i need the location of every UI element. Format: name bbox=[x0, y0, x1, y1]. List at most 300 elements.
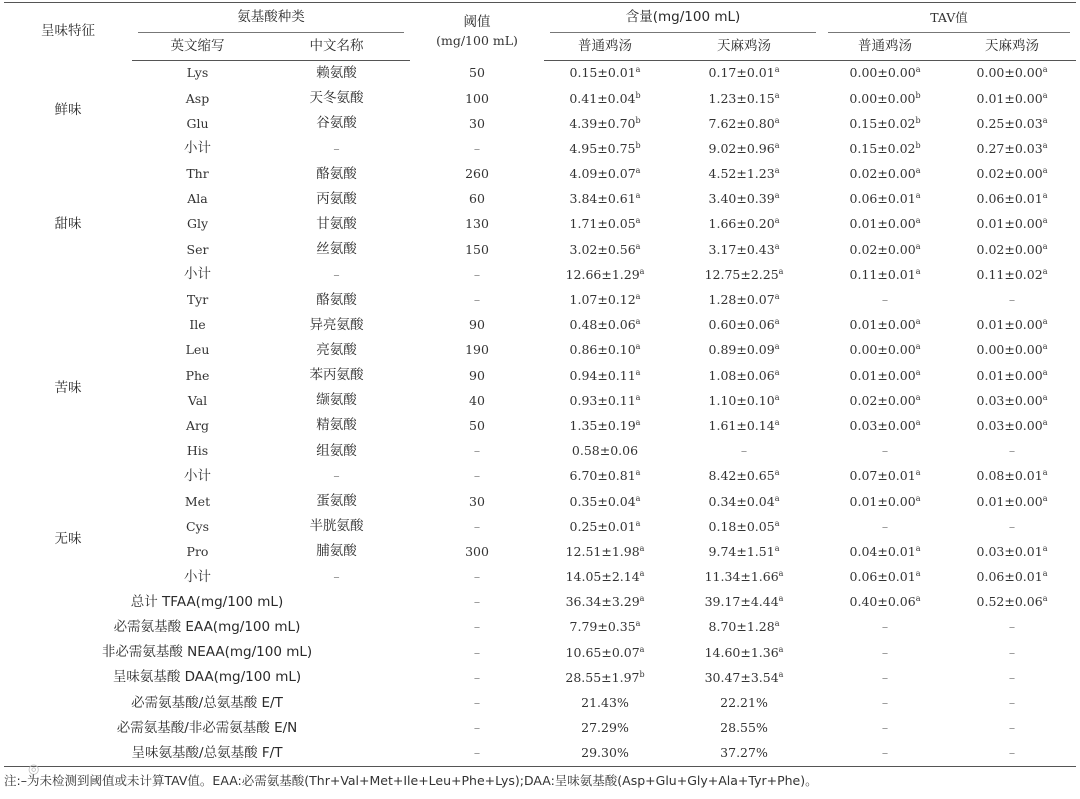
content-soup1-cell bbox=[544, 540, 666, 565]
header-content-group: 含量(mg/100 mL) bbox=[544, 3, 822, 34]
content-soup1-cell bbox=[544, 716, 666, 741]
content-soup1-cell bbox=[544, 691, 666, 716]
tav-soup2-cell bbox=[948, 640, 1076, 665]
header-cn-name: 中文名称 bbox=[263, 33, 410, 61]
content-soup1-cell-significance: b bbox=[639, 669, 645, 679]
content-soup2-cell-significance: a bbox=[774, 367, 780, 377]
content-soup1-cell-significance: a bbox=[639, 568, 645, 578]
abbr-cell: Cys bbox=[185, 518, 210, 534]
tav-soup2-cell bbox=[948, 464, 1076, 489]
cn-name-cell: 酪氨酸 bbox=[316, 165, 357, 182]
threshold-cell: 90 bbox=[469, 367, 485, 383]
tav-soup2-cell bbox=[948, 263, 1076, 288]
table-row bbox=[4, 565, 1076, 590]
content-soup2-cell bbox=[666, 338, 822, 363]
threshold-cell: – bbox=[473, 669, 481, 685]
content-soup2-cell-significance: a bbox=[774, 543, 780, 553]
tav-soup2-cell-value: – bbox=[1008, 443, 1016, 459]
content-soup2-cell bbox=[666, 439, 822, 464]
threshold-cell: – bbox=[473, 720, 481, 736]
tav-soup2-cell-significance: a bbox=[1042, 342, 1048, 352]
tav-soup1-cell-value: – bbox=[881, 292, 889, 308]
tav-soup2-cell-significance: a bbox=[1042, 115, 1048, 125]
cn-name-cell: 天冬氨酸 bbox=[309, 90, 364, 107]
tav-soup2-cell-value: 0.01±0.00 bbox=[976, 317, 1043, 333]
threshold-cell: 190 bbox=[465, 342, 489, 358]
tav-soup1-cell-value: 0.00±0.00 bbox=[849, 90, 916, 106]
tav-soup2-cell bbox=[948, 439, 1076, 464]
table-row bbox=[4, 414, 1076, 439]
tav-soup1-cell-significance: a bbox=[915, 392, 921, 402]
content-soup2-cell-value: 9.02±0.96 bbox=[708, 140, 775, 156]
tav-soup2-cell bbox=[948, 162, 1076, 187]
content-soup1-cell bbox=[544, 741, 666, 767]
tav-soup1-cell-significance: b bbox=[915, 90, 921, 100]
tav-soup1-cell bbox=[822, 439, 948, 464]
tav-soup1-cell bbox=[822, 716, 948, 741]
threshold-cell: – bbox=[473, 619, 481, 635]
tav-soup1-cell bbox=[822, 691, 948, 716]
content-soup1-cell-value: 1.07±0.12 bbox=[569, 292, 636, 308]
content-soup2-cell-significance: a bbox=[774, 518, 780, 528]
tav-soup1-cell bbox=[822, 363, 948, 388]
total-row bbox=[4, 741, 1076, 767]
tav-soup2-cell-value: 0.08±0.01 bbox=[976, 468, 1043, 484]
content-soup2-cell-value: 3.40±0.39 bbox=[708, 191, 775, 207]
content-soup2-cell-value: 1.61±0.14 bbox=[708, 417, 775, 433]
tav-soup2-cell-significance: a bbox=[1042, 90, 1048, 100]
content-soup2-cell-value: 8.42±0.65 bbox=[708, 468, 775, 484]
tav-soup2-cell-significance: a bbox=[1042, 392, 1048, 402]
tav-soup1-cell-significance: a bbox=[915, 241, 921, 251]
tav-soup2-cell-significance: a bbox=[1042, 241, 1048, 251]
content-soup2-cell bbox=[666, 313, 822, 338]
threshold-cell: – bbox=[473, 569, 481, 585]
content-soup1-cell bbox=[544, 489, 666, 514]
content-soup2-cell-significance: a bbox=[774, 115, 780, 125]
tav-soup1-cell-value: 0.01±0.00 bbox=[849, 317, 916, 333]
content-soup2-cell-value: 1.28±0.07 bbox=[708, 292, 775, 308]
tav-soup1-cell bbox=[822, 111, 948, 136]
content-soup2-cell-value: 39.17±4.44 bbox=[704, 594, 779, 610]
content-soup2-cell-value: 11.34±1.66 bbox=[704, 569, 779, 585]
tav-soup1-cell bbox=[822, 741, 948, 767]
content-soup2-cell-significance: a bbox=[774, 493, 780, 503]
content-soup1-cell-significance: a bbox=[635, 619, 641, 629]
table-row bbox=[4, 540, 1076, 565]
total-row bbox=[4, 716, 1076, 741]
content-soup1-cell-significance: a bbox=[635, 165, 641, 175]
content-soup2-cell-significance: a bbox=[778, 568, 784, 578]
content-soup1-cell-significance: a bbox=[635, 468, 641, 478]
content-soup1-cell bbox=[544, 590, 666, 615]
table-row bbox=[4, 61, 1076, 87]
content-soup2-cell-value: 1.10±0.10 bbox=[708, 392, 775, 408]
table-row bbox=[4, 464, 1076, 489]
tav-soup1-cell-value: 0.01±0.00 bbox=[849, 216, 916, 232]
tav-soup1-cell-significance: a bbox=[915, 65, 921, 75]
threshold-cell: – bbox=[473, 518, 481, 534]
abbr-cell: Pro bbox=[186, 543, 209, 559]
total-label: 总计 TFAA(mg/100 mL) bbox=[130, 593, 284, 610]
total-label: 非必需氨基酸 NEAA(mg/100 mL) bbox=[101, 644, 313, 661]
tav-soup1-cell bbox=[822, 86, 948, 111]
content-soup1-cell-value: 7.79±0.35 bbox=[569, 619, 636, 635]
abbr-cell: Tyr bbox=[186, 292, 209, 308]
tav-soup2-cell bbox=[948, 666, 1076, 691]
subtotal-label: 小计 bbox=[184, 266, 211, 283]
content-soup1-cell-value: 0.93±0.11 bbox=[569, 392, 636, 408]
total-label: 必需氨基酸 EAA(mg/100 mL) bbox=[113, 618, 301, 635]
content-soup1-cell bbox=[544, 137, 666, 162]
content-soup1-cell-significance: a bbox=[635, 493, 641, 503]
tav-soup2-cell bbox=[948, 86, 1076, 111]
cn-name-cell: – bbox=[333, 569, 340, 585]
content-soup1-cell-value: 0.41±0.04 bbox=[569, 90, 636, 106]
content-soup1-cell-value: 3.02±0.56 bbox=[569, 241, 636, 257]
content-soup1-cell-value: 27.29% bbox=[581, 720, 629, 736]
content-soup2-cell-value: 3.17±0.43 bbox=[708, 241, 775, 257]
table-row bbox=[4, 514, 1076, 539]
tav-soup1-cell-value: 0.15±0.02 bbox=[849, 140, 916, 156]
subtotal-label: 小计 bbox=[184, 140, 211, 157]
cn-name-cell: 精氨酸 bbox=[316, 417, 357, 434]
threshold-cell: 40 bbox=[469, 392, 485, 408]
table-row bbox=[4, 263, 1076, 288]
table-row bbox=[4, 86, 1076, 111]
content-soup2-cell-significance: a bbox=[774, 317, 780, 327]
table-row bbox=[4, 439, 1076, 464]
cn-name-cell: 脯氨酸 bbox=[316, 543, 357, 560]
cn-name-cell: – bbox=[333, 468, 340, 484]
tav-soup1-cell-value: 0.06±0.01 bbox=[849, 191, 916, 207]
content-soup1-cell bbox=[544, 640, 666, 665]
content-soup2-cell bbox=[666, 615, 822, 640]
abbr-cell: Leu bbox=[185, 342, 210, 358]
content-soup2-cell-value: 22.21% bbox=[720, 695, 768, 711]
content-soup1-cell-value: 4.39±0.70 bbox=[569, 115, 636, 131]
taste-cell: 甜味 bbox=[54, 215, 82, 232]
table-row bbox=[4, 313, 1076, 338]
content-soup2-cell bbox=[666, 590, 822, 615]
tav-soup1-cell-value: 0.01±0.00 bbox=[849, 367, 916, 383]
threshold-cell: – bbox=[473, 468, 481, 484]
content-soup1-cell-value: 1.71±0.05 bbox=[569, 216, 636, 232]
total-label: 必需氨基酸/总氨基酸 E/T bbox=[131, 694, 283, 711]
content-soup1-cell-significance: b bbox=[635, 140, 641, 150]
tav-soup1-cell-significance: a bbox=[915, 367, 921, 377]
tav-soup2-cell-value: 0.06±0.01 bbox=[976, 569, 1043, 585]
threshold-cell: – bbox=[410, 741, 544, 767]
tav-soup1-cell-value: – bbox=[881, 720, 889, 736]
content-soup1-cell-significance: b bbox=[635, 90, 641, 100]
content-soup2-cell bbox=[666, 388, 822, 413]
tav-soup2-cell bbox=[948, 237, 1076, 262]
content-soup2-cell-significance: a bbox=[774, 241, 780, 251]
taste-cell: 鲜味 bbox=[54, 102, 82, 119]
amino-acid-table-container bbox=[4, 2, 1076, 767]
total-row bbox=[4, 691, 1076, 716]
content-soup1-cell bbox=[544, 666, 666, 691]
tav-soup2-cell-value: 0.00±0.00 bbox=[976, 342, 1043, 358]
tav-soup1-cell bbox=[822, 666, 948, 691]
content-soup2-cell bbox=[666, 640, 822, 665]
content-soup2-cell-significance: a bbox=[774, 291, 780, 301]
content-soup2-cell-value: 1.66±0.20 bbox=[708, 216, 775, 232]
abbr-cell: Ala bbox=[187, 191, 208, 207]
content-soup1-cell bbox=[544, 439, 666, 464]
abbr-cell: Val bbox=[187, 392, 208, 408]
content-soup2-cell bbox=[666, 86, 822, 111]
tav-soup1-cell-significance: a bbox=[915, 342, 921, 352]
tav-soup2-cell-significance: a bbox=[1042, 216, 1048, 226]
table-header bbox=[4, 3, 1076, 61]
content-soup1-cell bbox=[544, 263, 666, 288]
content-soup2-cell bbox=[666, 137, 822, 162]
tav-soup1-cell bbox=[822, 263, 948, 288]
tav-soup2-cell bbox=[948, 414, 1076, 439]
content-soup2-cell bbox=[666, 288, 822, 313]
content-soup2-cell-value: 0.34±0.04 bbox=[708, 493, 775, 509]
content-soup2-cell-value: 8.70±1.28 bbox=[708, 619, 775, 635]
header-content-soup1: 普通鸡汤 bbox=[544, 33, 666, 61]
content-soup1-cell bbox=[544, 464, 666, 489]
table-row bbox=[4, 162, 1076, 187]
tav-soup2-cell bbox=[948, 61, 1076, 87]
content-soup1-cell-value: 0.86±0.10 bbox=[569, 342, 636, 358]
content-soup2-cell-value: 4.52±1.23 bbox=[708, 166, 775, 182]
tav-soup2-cell bbox=[948, 590, 1076, 615]
header-threshold bbox=[410, 3, 544, 61]
content-soup1-cell-value: 0.25±0.01 bbox=[569, 518, 636, 534]
content-soup1-cell bbox=[544, 565, 666, 590]
tav-soup1-cell-significance: a bbox=[915, 266, 921, 276]
content-soup2-cell-value: 12.75±2.25 bbox=[704, 266, 779, 282]
content-soup1-cell-value: 28.55±1.97 bbox=[565, 669, 640, 685]
tav-soup1-cell-value: 0.01±0.00 bbox=[849, 493, 916, 509]
cn-name-cell: 缬氨酸 bbox=[316, 392, 357, 409]
content-soup1-cell-significance: a bbox=[639, 644, 645, 654]
content-soup2-cell bbox=[666, 514, 822, 539]
table-row bbox=[4, 388, 1076, 413]
tav-soup1-cell-value: 0.02±0.00 bbox=[849, 166, 916, 182]
threshold-cell: 50 bbox=[469, 417, 485, 433]
subtotal-label: 小计 bbox=[184, 467, 211, 484]
content-soup2-cell bbox=[666, 237, 822, 262]
tav-soup2-cell-significance: a bbox=[1042, 191, 1048, 201]
table-row bbox=[4, 338, 1076, 363]
tav-soup2-cell-significance: a bbox=[1042, 543, 1048, 553]
cn-name-cell: 蛋氨酸 bbox=[316, 493, 357, 510]
tav-soup1-cell-value: 0.00±0.00 bbox=[849, 342, 916, 358]
tav-soup2-cell bbox=[948, 489, 1076, 514]
content-soup2-cell bbox=[666, 540, 822, 565]
tav-soup2-cell bbox=[948, 388, 1076, 413]
tav-soup2-cell bbox=[948, 212, 1076, 237]
tav-soup1-cell-value: – bbox=[881, 644, 889, 660]
tav-soup2-cell-value: – bbox=[1008, 518, 1016, 534]
tav-soup1-cell-significance: a bbox=[915, 317, 921, 327]
taste-cell: 苦味 bbox=[54, 379, 82, 396]
content-soup1-cell-value: 29.30% bbox=[581, 745, 629, 761]
content-soup1-cell-value: 10.65±0.07 bbox=[565, 644, 640, 660]
tav-soup1-cell bbox=[822, 61, 948, 87]
threshold-cell: 50 bbox=[469, 65, 485, 81]
tav-soup1-cell-value: – bbox=[881, 695, 889, 711]
content-soup1-cell bbox=[544, 237, 666, 262]
tav-soup1-cell-significance: b bbox=[915, 115, 921, 125]
content-soup1-cell-significance: a bbox=[635, 417, 641, 427]
content-soup1-cell-value: 0.35±0.04 bbox=[569, 493, 636, 509]
content-soup2-cell bbox=[666, 691, 822, 716]
content-soup2-cell bbox=[666, 489, 822, 514]
tav-soup1-cell-value: 0.07±0.01 bbox=[849, 468, 916, 484]
cn-name-cell: 谷氨酸 bbox=[316, 115, 357, 132]
abbr-cell: Lys bbox=[186, 65, 209, 81]
content-soup2-cell-value: 30.47±3.54 bbox=[704, 669, 779, 685]
threshold-cell: 60 bbox=[469, 191, 485, 207]
content-soup1-cell-significance: a bbox=[635, 392, 641, 402]
table-row bbox=[4, 363, 1076, 388]
tav-soup2-cell-value: – bbox=[1008, 644, 1016, 660]
content-soup1-cell-significance: a bbox=[635, 342, 641, 352]
abbr-cell: Ser bbox=[186, 241, 209, 257]
content-soup2-cell-significance: a bbox=[774, 619, 780, 629]
taste-cell: 无味 bbox=[54, 530, 82, 547]
tav-soup2-cell-significance: a bbox=[1042, 65, 1048, 75]
tav-soup2-cell bbox=[948, 187, 1076, 212]
content-soup1-cell bbox=[544, 338, 666, 363]
tav-soup1-cell-significance: a bbox=[915, 468, 921, 478]
tav-soup1-cell-value: 0.02±0.00 bbox=[849, 241, 916, 257]
threshold-cell: 130 bbox=[465, 216, 489, 232]
content-soup2-cell-value: – bbox=[740, 443, 748, 459]
tav-soup2-cell bbox=[948, 540, 1076, 565]
content-soup2-cell bbox=[666, 565, 822, 590]
tav-soup2-cell bbox=[948, 716, 1076, 741]
tav-soup2-cell bbox=[948, 137, 1076, 162]
tav-soup1-cell-value: 0.11±0.01 bbox=[849, 266, 916, 282]
content-soup2-cell-value: 28.55% bbox=[720, 720, 768, 736]
table-row bbox=[4, 288, 1076, 313]
threshold-cell: – bbox=[473, 266, 481, 282]
cn-name-cell: 半胱氨酸 bbox=[309, 518, 364, 535]
content-soup2-cell-significance: a bbox=[774, 65, 780, 75]
tav-soup2-cell-value: 0.11±0.02 bbox=[976, 266, 1043, 282]
content-soup1-cell-significance: a bbox=[635, 317, 641, 327]
content-soup2-cell bbox=[666, 212, 822, 237]
tav-soup1-cell bbox=[822, 514, 948, 539]
tav-soup1-cell bbox=[822, 338, 948, 363]
table-row bbox=[4, 489, 1076, 514]
content-soup2-cell-significance: a bbox=[778, 644, 784, 654]
tav-soup1-cell-value: – bbox=[881, 443, 889, 459]
content-soup1-cell bbox=[544, 162, 666, 187]
cn-name-cell: 亮氨酸 bbox=[316, 341, 357, 358]
content-soup1-cell-significance: a bbox=[639, 594, 645, 604]
abbr-cell: Phe bbox=[185, 367, 210, 383]
tav-soup1-cell-value: – bbox=[881, 669, 889, 685]
tav-soup2-cell-significance: a bbox=[1042, 493, 1048, 503]
tav-soup1-cell bbox=[822, 590, 948, 615]
content-soup1-cell-significance: a bbox=[635, 216, 641, 226]
tav-soup2-cell-value: 0.03±0.00 bbox=[976, 392, 1043, 408]
tav-soup2-cell-value: 0.01±0.00 bbox=[976, 216, 1043, 232]
header-tav-group: TAV值 bbox=[822, 3, 1076, 34]
tav-soup1-cell-significance: a bbox=[915, 216, 921, 226]
content-soup2-cell-significance: a bbox=[778, 266, 784, 276]
cn-name-cell: 赖氨酸 bbox=[316, 64, 357, 81]
threshold-cell: 30 bbox=[469, 493, 485, 509]
header-taste: 呈味特征 bbox=[4, 3, 132, 61]
threshold-cell: 260 bbox=[465, 166, 489, 182]
content-soup1-cell-significance: a bbox=[635, 291, 641, 301]
content-soup1-cell-value: 0.58±0.06 bbox=[571, 443, 639, 459]
threshold-cell: – bbox=[473, 594, 481, 610]
content-soup1-cell bbox=[544, 187, 666, 212]
cn-name-cell: 苯丙氨酸 bbox=[309, 367, 364, 384]
tav-soup2-cell-value: – bbox=[1008, 745, 1016, 761]
threshold-cell: – bbox=[473, 292, 481, 308]
tav-soup1-cell-value: – bbox=[881, 745, 889, 761]
tav-soup2-cell-significance: a bbox=[1042, 468, 1048, 478]
total-row bbox=[4, 615, 1076, 640]
content-soup1-cell-value: 12.51±1.98 bbox=[565, 543, 640, 559]
content-soup1-cell bbox=[544, 363, 666, 388]
content-soup2-cell-significance: a bbox=[774, 90, 780, 100]
threshold-cell: – bbox=[473, 443, 481, 459]
content-soup1-cell bbox=[544, 61, 666, 87]
header-tav-soup2: 天麻鸡汤 bbox=[948, 33, 1076, 61]
cn-name-cell: – bbox=[333, 140, 340, 156]
content-soup1-cell bbox=[544, 313, 666, 338]
table-footnote: 注:–为未检测到阈值或未计算TAV值。EAA:必需氨基酸(Thr+Val+Met+Ile+Leu+Phe+Lys);DAA:呈味氨基酸(Asp+Glu+Gly+Ala+Tyr+Phe)。 bbox=[4, 773, 818, 788]
content-soup2-cell-value: 0.60±0.06 bbox=[708, 317, 775, 333]
header-content-soup2: 天麻鸡汤 bbox=[666, 33, 822, 61]
cn-name-cell: 组氨酸 bbox=[316, 442, 357, 459]
tav-soup2-cell-value: – bbox=[1008, 619, 1016, 635]
tav-soup2-cell-value: 0.01±0.00 bbox=[976, 493, 1043, 509]
tav-soup2-cell bbox=[948, 363, 1076, 388]
threshold-cell: 100 bbox=[465, 90, 489, 106]
total-label: 呈味氨基酸 DAA(mg/100 mL) bbox=[112, 669, 302, 686]
content-soup1-cell-value: 36.34±3.29 bbox=[565, 594, 640, 610]
tav-soup1-cell bbox=[822, 388, 948, 413]
tav-soup2-cell-value: 0.01±0.00 bbox=[976, 90, 1043, 106]
content-soup2-cell bbox=[666, 716, 822, 741]
tav-soup1-cell-value: 0.02±0.00 bbox=[849, 392, 916, 408]
content-soup2-cell-significance: a bbox=[778, 594, 784, 604]
tav-soup2-cell bbox=[948, 313, 1076, 338]
tav-soup1-cell bbox=[822, 212, 948, 237]
tav-soup2-cell-value: – bbox=[1008, 292, 1016, 308]
content-soup1-cell-value: 0.48±0.06 bbox=[569, 317, 636, 333]
content-soup1-cell-value: 0.15±0.01 bbox=[569, 65, 636, 81]
tav-soup1-cell-value: – bbox=[881, 518, 889, 534]
tav-soup1-cell bbox=[822, 414, 948, 439]
content-soup1-cell bbox=[544, 414, 666, 439]
tav-soup1-cell-value: 0.15±0.02 bbox=[849, 115, 916, 131]
tav-soup2-cell-value: 0.00±0.00 bbox=[976, 65, 1043, 81]
tav-soup1-cell bbox=[822, 187, 948, 212]
content-soup2-cell-significance: a bbox=[774, 165, 780, 175]
cn-name-cell: 丝氨酸 bbox=[316, 241, 357, 258]
content-soup2-cell-significance: a bbox=[774, 468, 780, 478]
tav-soup2-cell bbox=[948, 288, 1076, 313]
tav-soup1-cell-significance: a bbox=[915, 165, 921, 175]
tav-soup1-cell-value: 0.06±0.01 bbox=[849, 569, 916, 585]
content-soup2-cell bbox=[666, 666, 822, 691]
